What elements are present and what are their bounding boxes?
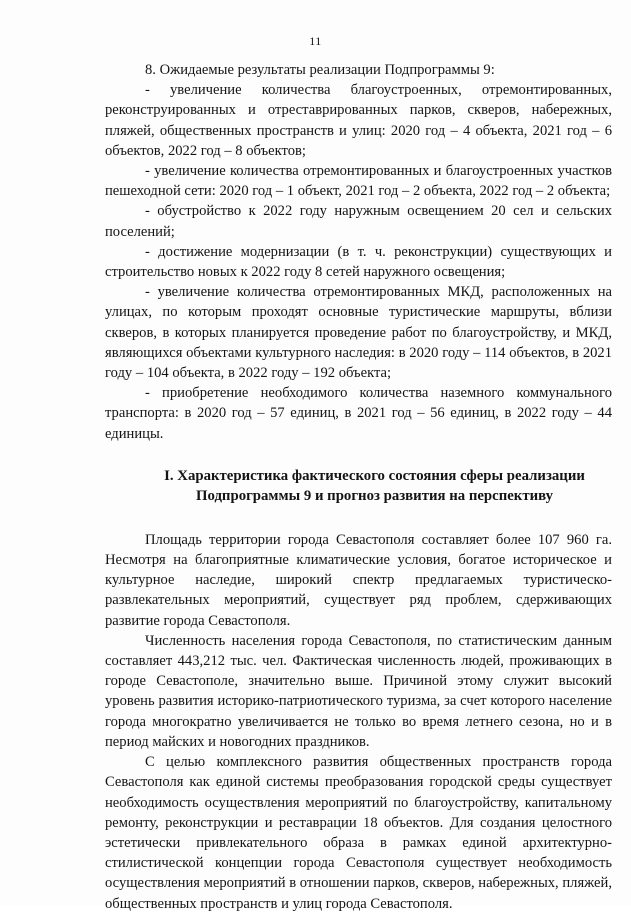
page-number: 11: [309, 34, 322, 48]
result-item: - обустройство к 2022 году наружным освещением 20 сел и сельских поселений;: [105, 203, 612, 240]
body-paragraph: Численность населения города Севастополя, по статистическим данным составляет 443,212 тыс. чел. Фактическая численность людей, проживающих в городе Севастополе, значительно выше. Причиной этому служит высокий уровень развития историко-патриотического туризма, за счет которого население города многократно увеличивается не только во время летнего сезона, но и в период майских и новогодних праздников.: [105, 632, 612, 750]
body-paragraph: С целью комплексного развития общественных пространств города Севастополя как единой системы преобразования городской среды существует необходимость осуществления мероприятий по благоустройству, капитальному ремонту, реконструкции и реставрации 18 объектов. Для создания целостного эстетически привлекательного образа в рамках единой архитектурно-стилистической концепции города Севастополя существует необходимость осуществления мероприятий в отношении парков, скверов, набережных, пляжей, общественных пространств и улиц города Севастополя.: [105, 754, 612, 912]
result-item: - увеличение количества отремонтированных МКД, расположенных на улицах, по которым проходят основные туристические маршруты, вблизи скверов, в которых планируется проведение работ по благоустройству, и МКД, являющихся объектами культурного наследия: в 2020 году – 114 объектов, в 2021 году – 104 объекта, в 2022 году – 192 объекта;: [105, 284, 612, 382]
body-paragraph: Площадь территории города Севастополя составляет более 107 960 га. Несмотря на благоприятные климатические условия, богатое историческое и культурное наследие, широкий спектр предлагаемых туристическо-развлекательных мероприятий, существует ряд проблем, сдерживающих развитие города Севастополя.: [105, 531, 612, 629]
result-item: - приобретение необходимого количества наземного коммунального транспорта: в 2020 год – 57 единиц, в 2021 год – 56 единиц, в 2022 году – 44 единицы.: [105, 385, 612, 442]
result-item: - увеличение количества благоустроенных, отремонтированных, реконструированных и отреставрированных парков, скверов, набережных, пляжей, общественных пространств и улиц: 2020 год – 4 объекта, 2021 год – 6 объектов, 2022 год – 8 объектов;: [105, 82, 612, 159]
section-body: [105, 530, 612, 914]
section-heading-line-1: I. Характеристика фактического состояния сферы реализации: [164, 467, 585, 484]
section-heading: [105, 466, 612, 506]
page-content: [105, 60, 612, 914]
results-heading: 8. Ожидаемые результаты реализации Подпрограммы 9:: [145, 62, 495, 78]
section-heading-line-2: Подпрограммы 9 и прогноз развития на перспективу: [195, 487, 554, 504]
result-item: - достижение модернизации (в т. ч. реконструкции) существующих и строительство новых к 2022 году 8 сетей наружного освещения;: [105, 243, 612, 281]
result-item: - увеличение количества отремонтированных и благоустроенных участков пешеходной сети: 2020 год – 1 объект, 2021 год – 2 объекта, 2022 год – 2 объекта;: [105, 163, 612, 200]
